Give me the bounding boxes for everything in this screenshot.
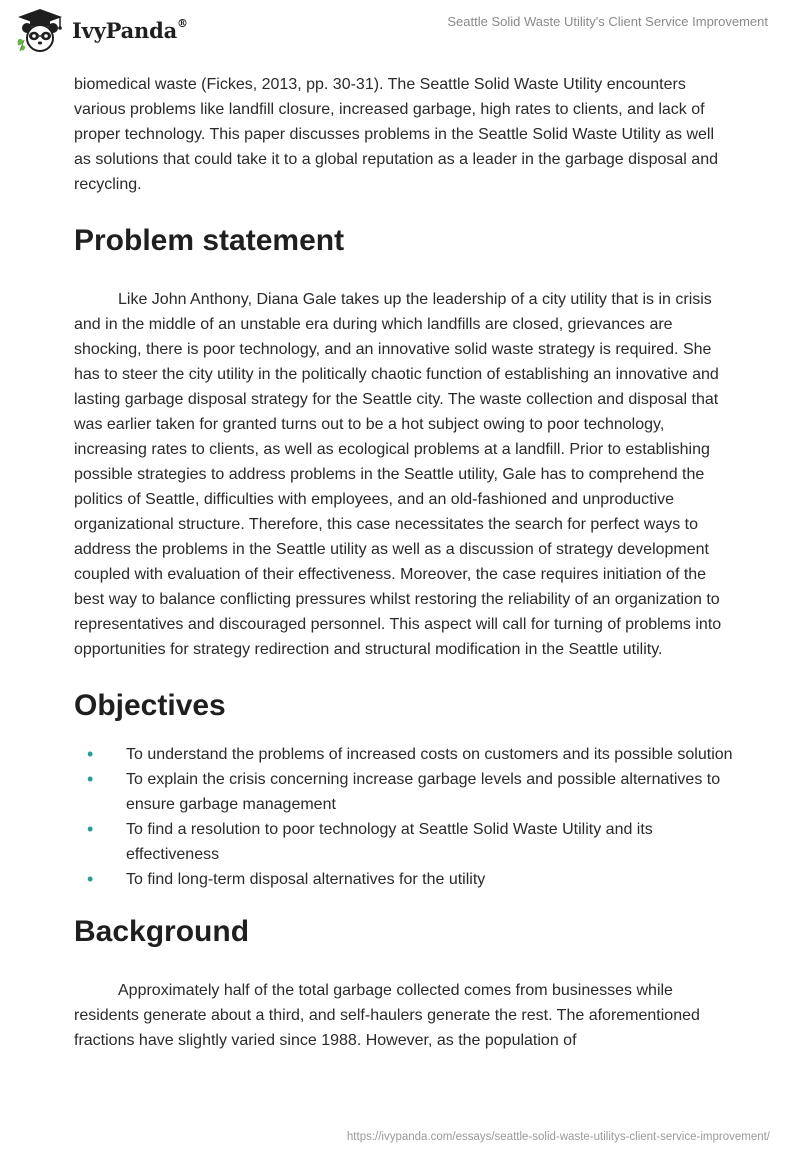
bullet-icon: • xyxy=(87,769,94,789)
intro-paragraph: biomedical waste (Fickes, 2013, pp. 30-31). The Seattle Solid Waste Utility encounters various problems like landfill closure, increased garbage, high rates to clients, and lack of proper technology. This paper discusses problems in the Seattle Solid Waste Utility as well as solutions that could take it to a global reputation as a leader in the garbage disposal and recycling. xyxy=(74,76,718,193)
problem-statement-heading: Problem statement xyxy=(74,224,345,257)
background-paragraph: Approximately half of the total garbage collected comes from businesses while residents generate about a third, and self-haulers generate the rest. The aforementioned fractions have slightly varied since 1988. However, as the population of xyxy=(74,982,700,1049)
objectives-heading: Objectives xyxy=(74,689,226,722)
registered-mark: ® xyxy=(177,16,188,30)
list-item xyxy=(74,742,734,767)
objective-text: To understand the problems of increased costs on customers and its possible solution xyxy=(126,746,733,763)
background-heading: Background xyxy=(74,915,250,948)
document-title: Seattle Solid Waste Utility's Client Service Improvement xyxy=(447,14,768,29)
objective-text: To find long-term disposal alternatives for the utility xyxy=(126,871,486,888)
objective-text: To find a resolution to poor technology at Seattle Solid Waste Utility and its effectiveness xyxy=(126,821,653,863)
objective-text: To explain the crisis concerning increase garbage levels and possible alternatives to ensure garbage management xyxy=(126,771,721,813)
ivypanda-logo[interactable] xyxy=(14,7,188,53)
page-header xyxy=(0,0,800,70)
list-item xyxy=(74,817,734,867)
brand-name xyxy=(72,18,188,43)
list-item xyxy=(74,867,734,892)
bullet-icon: • xyxy=(87,819,94,839)
brand-text: IvyPanda xyxy=(72,17,178,43)
bullet-icon: • xyxy=(87,869,94,889)
essay-content xyxy=(74,72,734,1053)
problem-statement-paragraph: Like John Anthony, Diana Gale takes up the leadership of a city utility that is in crisis and in the middle of an unstable era during which landfills are closed, grievances are shocking, there is poor technology, and an innovative solid waste strategy is required. She has to steer the city utility in the politically chaotic function of establishing an innovative and lasting garbage disposal strategy for the Seattle city. The waste collection and disposal that was earlier taken for granted turns out to be a hot subject owing to poor technology, increasing rates to clients, as well as ecological problems at a landfill. Prior to establishing possible strategies to address problems in the Seattle utility, Gale has to comprehend the politics of Seattle, difficulties with employees, and an old-fashioned and unproductive organizational structure. Therefore, this case necessitates the search for perfect ways to address the problems in the Seattle utility as well as a discussion of strategy development coupled with evaluation of their effectiveness. Moreover, the case requires initiation of the best way to balance conflicting pressures whilst restoring the reliability of an organization to representatives and discouraged personnel. This aspect will call for turning of problems into opportunities for strategy redirection and structural modification in the Seattle utility. xyxy=(74,291,722,658)
list-item xyxy=(74,767,734,817)
objectives-list xyxy=(74,742,734,892)
bullet-icon: • xyxy=(87,744,94,764)
panda-graduate-icon xyxy=(14,7,66,53)
source-url[interactable]: https://ivypanda.com/essays/seattle-solid-waste-utilitys-client-service-improvement/ xyxy=(346,1131,770,1143)
